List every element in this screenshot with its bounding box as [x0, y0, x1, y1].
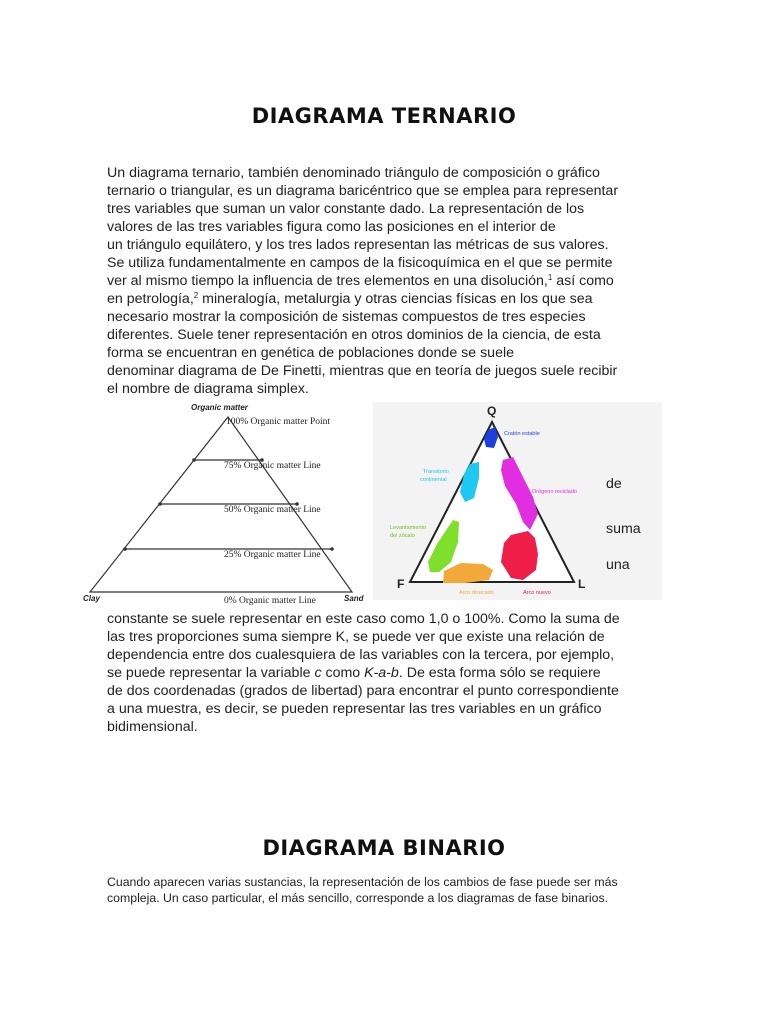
heading-diagrama-binario: DIAGRAMA BINARIO [262, 836, 506, 860]
label-arco-nuevo: Arco nuevo [523, 590, 551, 596]
vertex-q: Q [487, 404, 497, 418]
text-line: tres variables que suman un valor constante dado. La representación de los [107, 201, 585, 217]
footnote-ref[interactable]: 2 [193, 291, 199, 300]
left-label: Clay [83, 594, 100, 603]
text-line [107, 664, 655, 682]
line-endpoint [123, 547, 127, 551]
text-line: necesario mostrar la composición de sistemas compuestos de tres especies [107, 309, 586, 325]
text-line: diferentes. Suele tener representación en otros dominios de la ciencia, de esta [107, 327, 601, 343]
paragraph-continuation [107, 610, 655, 736]
text-line: bidimensional. [107, 719, 198, 735]
text-fragment: ver al mismo tiempo la influencia de tres elementos en una disolución, [107, 273, 548, 289]
text-line [107, 272, 655, 290]
text-line: compleja. Un caso particular, el más sencillo, corresponde a los diagramas de fase binarios. [107, 891, 609, 905]
line-endpoint [158, 502, 162, 506]
text-line: un triángulo equilátero, y los tres lados representan las métricas de sus valores. [107, 237, 609, 253]
text-fragment: así como [552, 273, 614, 289]
label-arco-disecado: Arco disecado [459, 590, 494, 596]
text-line: Se utiliza fundamentalmente en campos de la fisicoquímica en el que se permite [107, 255, 613, 271]
line-endpoint [192, 458, 196, 462]
vertex-l: L [578, 577, 586, 591]
text-line: dependencia entre dos cualesquiera de las variables con la tercera, por ejemplo, [107, 647, 615, 663]
text-line: valores de las tres variables figura como las posiciones en el interior de [107, 219, 556, 235]
text-line: a una muestra, es decir, se pueden representar las tres variables en un gráfico [107, 701, 602, 717]
label-transitorio-2: continental [420, 477, 447, 483]
right-label: Sand [344, 594, 364, 603]
text-line: ternario o triangular, es un diagrama baricéntrico que se emplea para representar [107, 183, 619, 199]
variable-c: c [314, 665, 322, 681]
line-label-100: 100% Organic matter Point [226, 417, 331, 427]
text-fragment: se puede representar la variable [107, 665, 315, 681]
text-line: Un diagrama ternario, también denominado triángulo de composición o gráfico [107, 165, 600, 181]
side-word-una: una [606, 557, 630, 573]
label-levantamiento-2: del zócalo [390, 533, 415, 539]
label-orogeno: Orógeno reciclado [532, 489, 577, 495]
footnote-ref[interactable]: 1 [547, 273, 553, 282]
label-craton: Cratón estable [504, 431, 540, 437]
paragraph-ternario [107, 164, 655, 398]
line-endpoint [330, 547, 334, 551]
text-line: denominar diagrama de De Finetti, mientras que en teoría de juegos suele recibir [107, 363, 618, 379]
text-line: forma se encuentran en genética de poblaciones donde se suele [107, 345, 514, 361]
label-levantamiento-1: Levantamiento [390, 525, 427, 531]
paragraph-binario [107, 874, 667, 906]
text-line: constante se suele representar en este caso como 1,0 o 100%. Como la suma de [107, 611, 620, 627]
expression-kab: K-a-b [364, 665, 399, 681]
text-fragment: como [321, 665, 365, 681]
text-line [107, 290, 655, 308]
organic-matter-triangle-figure [82, 400, 372, 605]
line-label-25: 25% Organic matter Line [224, 550, 321, 560]
text-fragment: . De esta forma sólo se requiere [398, 665, 601, 681]
apex-label: Organic matter [191, 403, 248, 412]
heading-diagrama-ternario: DIAGRAMA TERNARIO [251, 104, 517, 128]
vertex-f: F [397, 577, 405, 591]
text-line: el nombre de diagrama simplex. [107, 381, 309, 397]
text-fragment: en petrología, [107, 291, 194, 307]
figure-background [82, 400, 372, 605]
line-label-75: 75% Organic matter Line [224, 461, 321, 471]
text-fragment: mineralogía, metalurgia y otras ciencias físicas en los que sea [198, 291, 593, 307]
label-transitorio-1: Transitorio [423, 469, 449, 475]
side-word-de: de [606, 476, 622, 492]
line-label-50: 50% Organic matter Line [224, 505, 321, 515]
text-line: Cuando aparecen varias sustancias, la representación de los cambios de fase puede ser más [107, 875, 618, 889]
text-line: las tres proporciones suma siempre K, se puede ver que existe una relación de [107, 629, 605, 645]
text-line: de dos coordenadas (grados de libertad) para encontrar el punto correspondiente [107, 683, 619, 699]
line-label-0: 0% Organic matter Line [224, 596, 316, 605]
side-word-suma: suma [606, 521, 641, 537]
